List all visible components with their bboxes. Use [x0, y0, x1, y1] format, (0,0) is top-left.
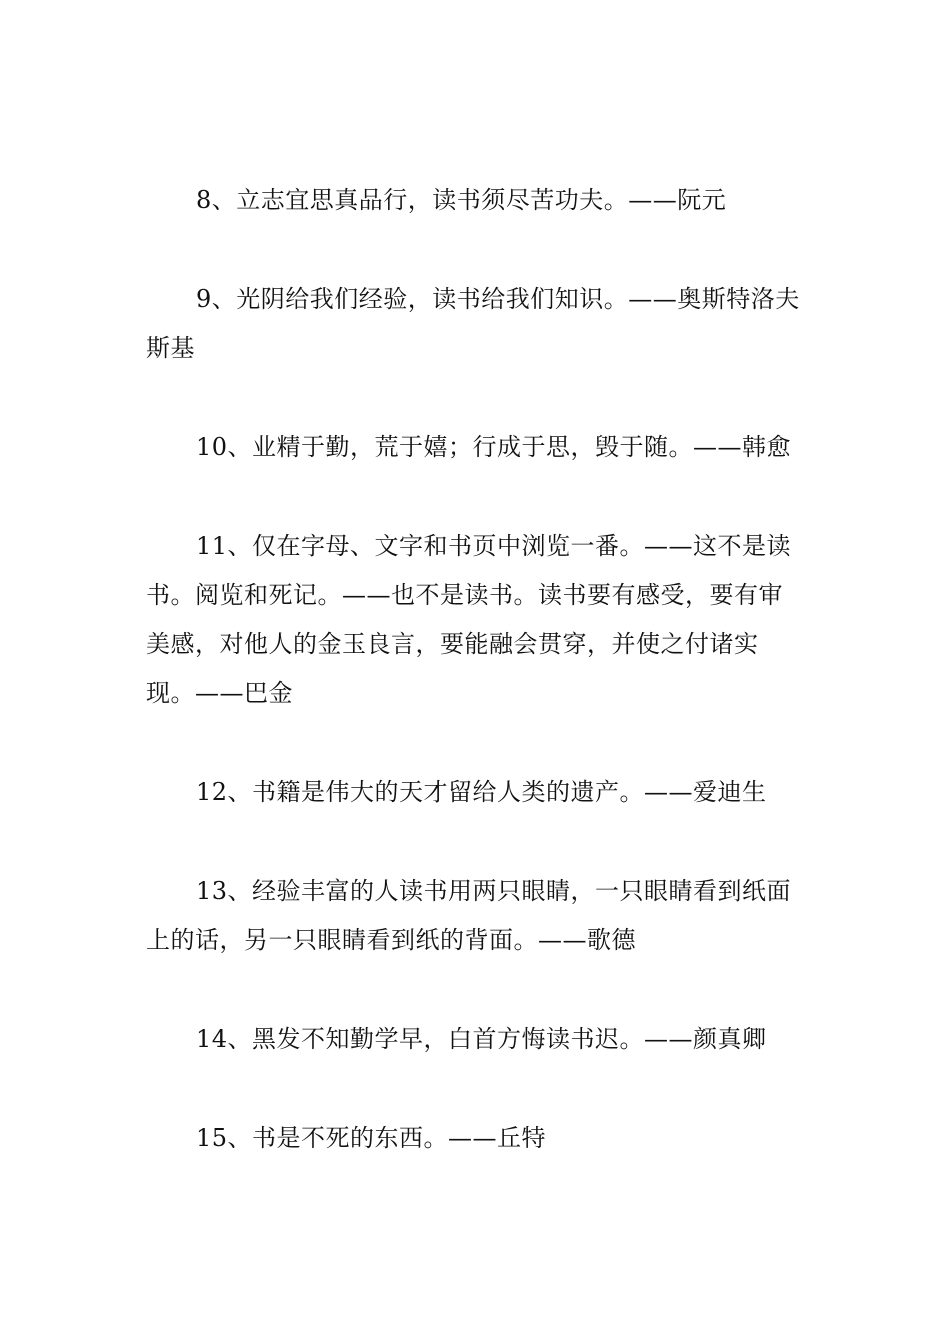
- quote-paragraph-8: 8、立志宜思真品行，读书须尽苦功夫。——阮元: [196, 186, 727, 214]
- quote-paragraph-13: 13、经验丰富的人读书用两只眼睛，一只眼睛看到纸面上的话，另一只眼睛看到纸的背面。——歌德: [146, 877, 792, 954]
- quote-paragraph-14: 14、黑发不知勤学早，白首方悔读书迟。——颜真卿: [196, 1025, 767, 1053]
- quote-paragraph-9: 9、光阴给我们经验，读书给我们知识。——奥斯特洛夫斯基: [146, 285, 800, 362]
- quote-paragraph-11: 11、仅在字母、文字和书页中浏览一番。——这不是读书。阅览和死记。——也不是读书。读书要有感受，要有审美感，对他人的金玉良言，要能融会贯穿，并使之付诸实现。——巴金: [146, 532, 792, 707]
- quote-list: [146, 176, 806, 1213]
- quote-paragraph-10: 10、业精于勤，荒于嬉；行成于思，毁于随。——韩愈: [196, 433, 792, 461]
- quote-paragraph-12: 12、书籍是伟大的天才留给人类的遗产。——爱迪生: [196, 778, 767, 806]
- quote-paragraph-15: 15、书是不死的东西。——丘特: [196, 1124, 547, 1152]
